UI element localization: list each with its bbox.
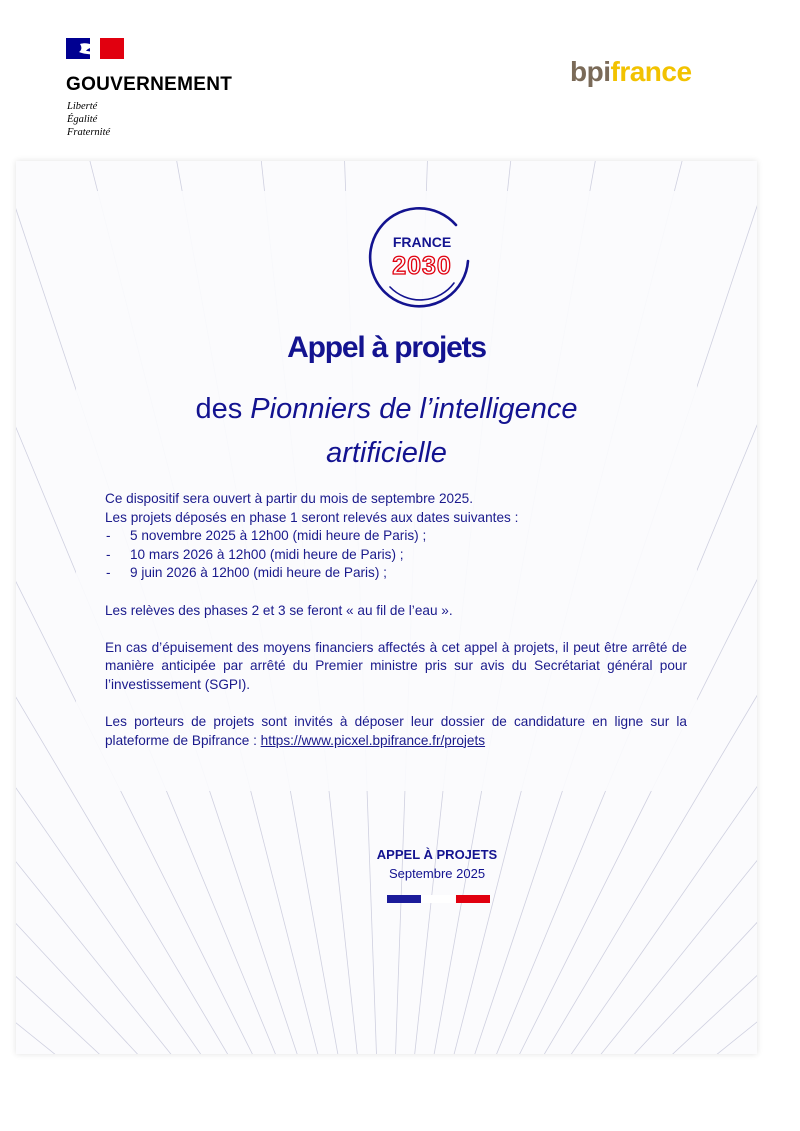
subtitle-prefix: des [195,393,251,425]
bpifrance-logo [570,56,692,88]
background-ray [16,950,386,1054]
footer-label: APPEL À PROJETS [376,847,498,862]
subtitle-italic-line1: Pionniers de l’intelligence [250,393,578,425]
submission-text: Les porteurs de projets sont invités à déposer leur dossier de candidature en ligne sur la plateforme de Bpifrance : [105,714,687,748]
logo-2030-text: 2030 [392,252,452,280]
phases-paragraph: Les relèves des phases 2 et 3 se feront « au fil de l’eau ». [105,602,453,618]
france-2030-logo [368,203,476,311]
intro-line: Les projets déposés en phase 1 seront relevés aux dates suivantes : [105,509,519,525]
submission-paragraph [105,713,687,750]
marianne-flag-icon [66,38,124,59]
logo-france-text: FRANCE [392,234,452,250]
list-item: - 10 mars 2026 à 12h00 (midi heure de Paris) ; [105,546,687,565]
motto-line: Égalité [67,114,98,125]
motto-line: Fraternité [67,127,111,138]
dates-list [105,527,687,583]
document-card [16,161,757,1054]
motto-line: Liberté [67,101,98,112]
footer-date: Septembre 2025 [388,866,486,881]
france-logo-part: france [610,56,692,87]
tricolor-white [421,895,455,903]
body-text [105,490,687,750]
government-title: GOUVERNEMENT [66,74,233,95]
page-title: Appel à projets [287,331,486,364]
subtitle-italic-line2: artificielle [326,437,447,469]
tricolor-blue [387,895,421,903]
background-ray [16,747,386,1054]
bpi-logo-part: bpi [570,56,611,87]
background-ray [386,950,757,1054]
motto [67,100,110,139]
platform-link[interactable]: https://www.picxel.bpifrance.fr/projets [260,732,486,748]
list-item: - 9 juin 2026 à 12h00 (midi heure de Paris) ; [105,564,687,583]
list-item: - 5 novembre 2025 à 12h00 (midi heure de Paris) ; [105,527,687,546]
page-subtitle [16,387,757,475]
tricolor-red [456,895,490,903]
intro-line: Ce dispositif sera ouvert à partir du mois de septembre 2025. [105,491,473,506]
exhaustion-paragraph: En cas d’épuisement des moyens financiers affectés à cet appel à projets, il peut être arrêté de manière anticipée par arrêté du Premier ministre pris sur avis du Secrétariat général pour l’investissement (SGPI). [105,639,687,692]
